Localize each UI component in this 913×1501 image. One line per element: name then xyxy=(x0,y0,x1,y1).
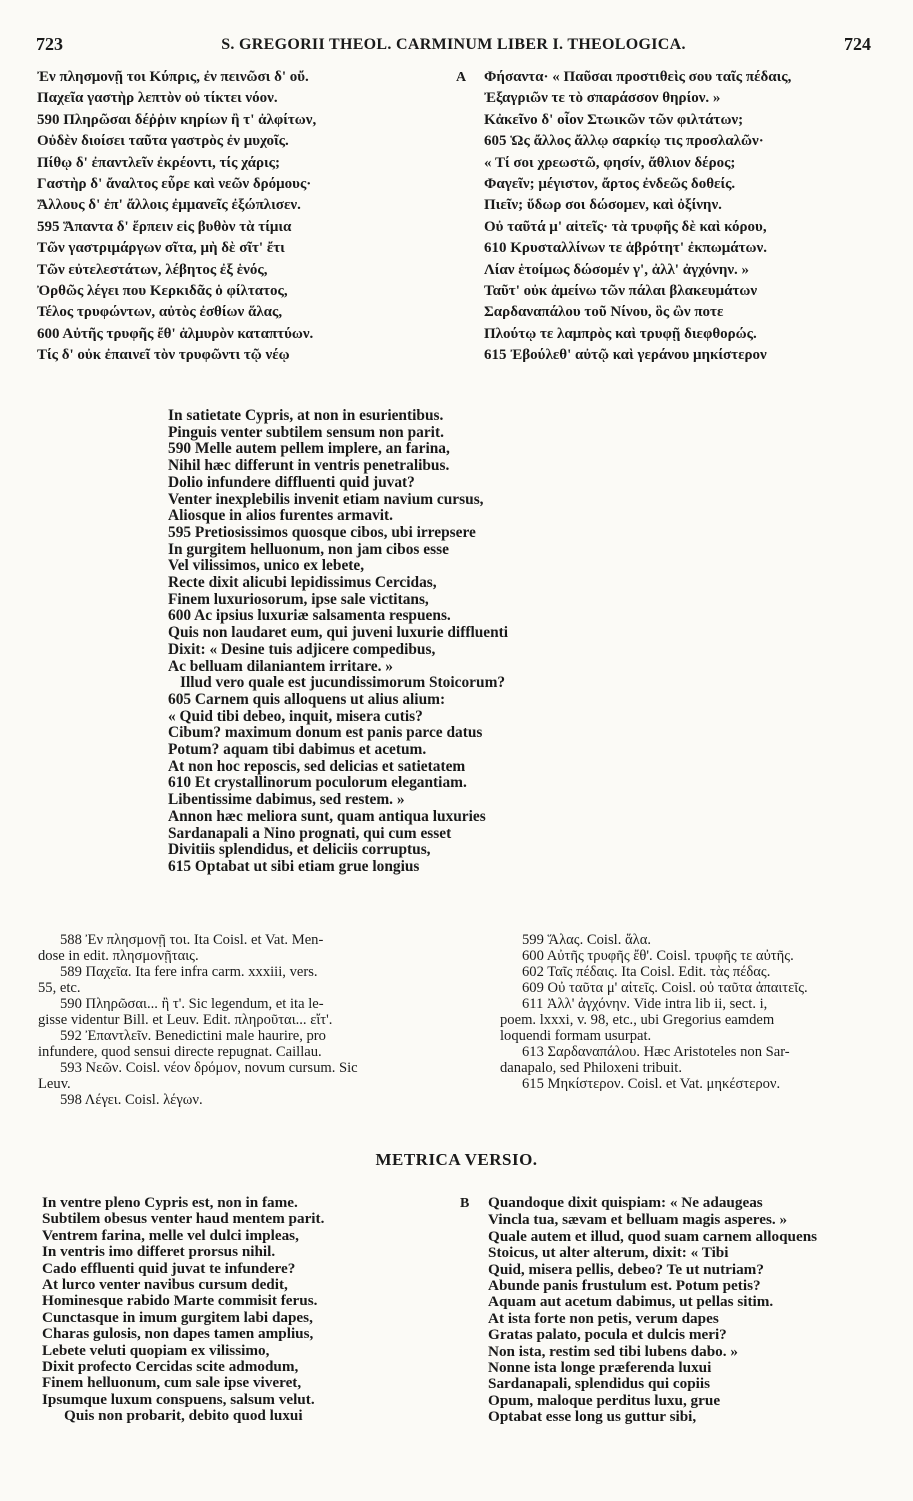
greek-verse-line xyxy=(456,260,791,281)
line-text: Charas gulosis, non dapes tamen amplius, xyxy=(42,1325,314,1343)
latin-verse-line xyxy=(460,1245,817,1261)
latin-verse-line xyxy=(460,1409,817,1425)
line-text: Οὐδὲν διοίσει ταῦτα γαστρὸς ἐν μυχοῖς. xyxy=(37,133,289,150)
line-text: Annon hæc meliora sunt, quam antiqua luxuries xyxy=(168,807,486,825)
line-text: In ventre pleno Cypris est, non in fame. xyxy=(42,1194,298,1211)
latin-verse-line xyxy=(460,1376,817,1392)
line-text: Vincla tua, sævam et belluam magis asperes. » xyxy=(488,1211,788,1229)
footnote-line xyxy=(500,1044,880,1060)
line-text: Ταῦτ' οὐκ ἀμείνω τῶν πάλαι βλακευμάτων xyxy=(484,283,758,300)
footnote-line xyxy=(38,980,453,996)
line-text: Φαγεῖν; μέγιστον, ἄρτος ἐνδεῶς δοθείς. xyxy=(484,176,736,193)
line-text: Quandoque dixit quispiam: « Ne adaugeas xyxy=(488,1194,763,1211)
line-text: Τέλος τρυφώντων, αὐτὸς ἐσθίων ἅλας, xyxy=(37,304,283,321)
latin-verse-line xyxy=(42,1277,324,1293)
line-text: In ventris imo differet prorsus nihil. xyxy=(42,1243,276,1261)
latin-verse-line xyxy=(460,1294,817,1310)
greek-verse-line xyxy=(456,174,791,195)
line-text: 589 Παχεῖα. Ita fere infra carm. xxxiii, vers. xyxy=(60,964,318,980)
latin-prose-line xyxy=(168,859,508,876)
latin-verse-line xyxy=(42,1228,324,1244)
line-text: Nihil hæc differunt in ventris penetralibus. xyxy=(168,457,450,475)
latin-verse-line xyxy=(460,1262,817,1278)
latin-prose-line xyxy=(168,625,508,642)
line-text: Τῶν γαστριμάργων σῖτα, μὴ δὲ σῖτ' ἔτι xyxy=(37,240,285,257)
greek-verse-line xyxy=(37,174,316,195)
greek-verse-line xyxy=(456,153,791,174)
page-number-right: 724 xyxy=(844,34,871,54)
footnote-line xyxy=(500,948,880,964)
line-text: Σαρδαναπάλου τοῦ Νίνου, ὃς ὢν ποτε xyxy=(484,304,724,321)
line-text: 615 Optabat ut sibi etiam grue longius xyxy=(168,857,420,875)
line-text: loquendi formam usurpat. xyxy=(500,1028,652,1044)
footnotes-right-column xyxy=(500,932,880,1092)
line-text: Pinguis venter subtilem sensum non parit. xyxy=(168,423,444,441)
line-text: Sardanapali, splendidus qui copiis xyxy=(488,1375,711,1393)
latin-prose-line xyxy=(168,592,508,609)
latin-verse-line xyxy=(460,1327,817,1343)
greek-verse-line xyxy=(37,345,316,366)
footnote-line xyxy=(500,1076,880,1092)
page-header xyxy=(36,34,871,56)
metrica-versio-heading: METRICA VERSIO. xyxy=(375,1150,538,1169)
line-text: Aliosque in alios furentes armavit. xyxy=(168,507,394,525)
line-text: 610 Et crystallinorum poculorum elegantiam. xyxy=(168,774,467,792)
footnote-line xyxy=(500,964,880,980)
footnote-line xyxy=(500,996,880,1012)
line-text: 590 Πληρῶσαι δέῤῥιν κηρίων ἢ τ' ἀλφίτων, xyxy=(37,111,317,128)
line-text: infundere, quod sensui directe repugnat. Caillau. xyxy=(38,1044,322,1060)
line-text: Lebete veluti quopiam ex vilissimo, xyxy=(42,1341,270,1359)
latin-prose-line xyxy=(168,842,508,859)
line-text: Ἐν πλησμονῇ τοι Κύπρις, ἐν πεινῶσι δ' οὔ. xyxy=(37,69,309,85)
line-text: 600 Αὐτῆς τρυφῆς ἔθ' ἁλμυρὸν καταπτύων. xyxy=(37,325,314,342)
latin-prose-line xyxy=(168,525,508,542)
latin-prose-line xyxy=(168,408,508,425)
latin-prose-line xyxy=(168,558,508,575)
greek-text-left-column xyxy=(37,67,316,367)
line-text: 611 Ἀλλ' ἀγχόνην. Vide intra lib ii, sect. i, xyxy=(522,996,768,1012)
line-text: Venter inexplebilis invenit etiam navium cursus, xyxy=(168,490,484,508)
greek-verse-line xyxy=(37,88,316,109)
line-text: Dolio infundere diffluenti quid juvat? xyxy=(168,473,415,491)
footnote-line xyxy=(38,964,453,980)
greek-verse-line xyxy=(37,67,316,88)
greek-verse-line xyxy=(456,281,791,302)
latin-verse-line xyxy=(42,1261,324,1277)
line-text: Ipsumque luxum conspuens, salsum velut. xyxy=(42,1390,315,1408)
line-text: Sardanapali a Nino prognati, qui cum esset xyxy=(168,824,452,842)
latin-prose-line xyxy=(168,608,508,625)
latin-prose-translation xyxy=(168,408,508,876)
line-text: Φήσαντα· « Παῦσαι προστιθεὶς σου ταῖς πέδαις, xyxy=(484,69,792,85)
line-text: Ἐξαγριῶν τε τὸ σπαράσσον θηρίον. » xyxy=(484,90,721,107)
line-text: 588 Ἐν πλησμονῇ τοι. Ita Coisl. et Vat. Men- xyxy=(60,932,324,948)
greek-verse-line xyxy=(37,110,316,131)
latin-verse-line xyxy=(460,1344,817,1360)
latin-verse-line xyxy=(42,1293,324,1309)
latin-verse-line xyxy=(42,1408,324,1424)
latin-prose-line xyxy=(168,458,508,475)
latin-prose-line xyxy=(168,692,508,709)
latin-prose-line xyxy=(168,542,508,559)
latin-prose-line xyxy=(168,659,508,676)
line-text: In satietate Cypris, at non in esurientibus. xyxy=(168,407,444,424)
greek-verse-line xyxy=(456,302,791,323)
latin-prose-line xyxy=(168,642,508,659)
greek-verse-line xyxy=(456,67,791,88)
latin-verse-line xyxy=(460,1278,817,1294)
line-text: Cibum? maximum donum est panis parce datus xyxy=(168,724,483,742)
footnote-line xyxy=(38,932,453,948)
latin-prose-line xyxy=(168,792,508,809)
footnote-line xyxy=(38,1028,453,1044)
line-text: 613 Σαρδαναπάλου. Hæc Aristoteles non Sar- xyxy=(522,1044,790,1060)
line-text: Nonne ista longe præferenda luxui xyxy=(488,1359,712,1377)
footnote-line xyxy=(38,1076,453,1092)
latin-prose-line xyxy=(168,759,508,776)
line-text: Οὐ ταῦτά μ' αἰτεῖς· τὰ τρυφῆς δὲ καὶ κόρου, xyxy=(484,218,767,235)
line-text: At lurco venter navibus cursum dedit, xyxy=(42,1276,288,1294)
line-text: Abunde panis frustulum est. Potum petis? xyxy=(488,1277,761,1295)
greek-verse-line xyxy=(456,88,791,109)
latin-prose-line xyxy=(168,441,508,458)
line-text: Πιεῖν; ὕδωρ σοι δώσομεν, καὶ ὀξίνην. xyxy=(484,197,722,214)
line-text: Subtilem obesus venter haud mentem parit. xyxy=(42,1210,325,1228)
line-text: Stoicus, ut alter alterum, dixit: « Tibi xyxy=(488,1244,729,1262)
line-text: Quale autem et illud, quod suam carnem alloquens xyxy=(488,1227,818,1245)
line-text: « Τί σοι χρεωστῶ, φησίν, ἄθλιον δέρος; xyxy=(484,154,736,171)
line-text: Leuv. xyxy=(38,1076,71,1092)
footnotes-left-column xyxy=(38,932,453,1108)
line-text: 590 Πληρῶσαι... ἢ τ'. Sic legendum, et ita le- xyxy=(60,996,324,1012)
footnote-line xyxy=(500,980,880,996)
latin-prose-line xyxy=(168,475,508,492)
line-text: « Quid tibi debeo, inquit, misera cutis? xyxy=(168,707,423,725)
line-text: 605 Ὡς ἄλλος ἄλλῳ σαρκίῳ τις προσλαλῶν· xyxy=(484,133,764,150)
latin-verse-line xyxy=(460,1229,817,1245)
latin-verse-line xyxy=(42,1195,324,1211)
line-text: Non ista, restim sed tibi lubens dabo. » xyxy=(488,1342,738,1360)
metrical-verse-right-column xyxy=(460,1195,817,1426)
line-text: Πλούτῳ τε λαμπρὸς καὶ τρυφῇ διεφθορώς. xyxy=(484,325,757,342)
footnote-line xyxy=(38,1092,453,1108)
line-text: Dixit: « Desine tuis adjicere compedibus, xyxy=(168,640,436,658)
line-text: 600 Ac ipsius luxuriæ salsamenta respuens. xyxy=(168,607,451,625)
line-text: danapalo, sed Philoxeni tribuit. xyxy=(500,1060,682,1076)
greek-verse-line xyxy=(37,238,316,259)
latin-verse-line xyxy=(42,1310,324,1326)
greek-verse-line xyxy=(37,131,316,152)
line-text: Optabat esse long us guttur sibi, xyxy=(488,1408,697,1426)
line-text: Ὀρθῶς λέγει που Κερκιδᾶς ὁ φίλτατος, xyxy=(37,283,288,300)
latin-verse-line xyxy=(460,1195,817,1212)
latin-prose-line xyxy=(168,675,508,692)
metrical-verse-left-column xyxy=(42,1195,324,1425)
line-text: 55, etc. xyxy=(38,980,81,996)
footnote-line xyxy=(38,948,453,964)
latin-verse-line xyxy=(460,1393,817,1409)
footnote-line xyxy=(38,1060,453,1076)
line-text: 605 Carnem quis alloquens ut alius alium: xyxy=(168,690,446,708)
latin-prose-line xyxy=(168,709,508,726)
latin-prose-line xyxy=(168,742,508,759)
line-text: In gurgitem helluonum, non jam cibos esse xyxy=(168,540,449,558)
line-text: Aquam aut acetum dabimus, ut pellas sitim. xyxy=(488,1293,774,1311)
running-title: S. GREGORII THEOL. CARMINUM LIBER I. THEOLOGICA. xyxy=(221,36,686,53)
footnote-line xyxy=(38,1044,453,1060)
footnote-line xyxy=(38,996,453,1012)
line-text: Quid, misera pellis, debeo? Te ut nutriam? xyxy=(488,1260,764,1278)
latin-verse-line xyxy=(460,1311,817,1327)
latin-verse-line xyxy=(460,1212,817,1228)
greek-verse-line xyxy=(456,131,791,152)
line-text: 598 Λέγει. Coisl. λέγων. xyxy=(60,1092,203,1108)
line-text: Hominesque rabido Marte commisit ferus. xyxy=(42,1292,318,1310)
line-text: 599 Ἅλας. Coisl. ἅλα. xyxy=(522,932,652,948)
line-text: 610 Κρυσταλλίνων τε ἁβρότητ' ἐκπωμάτων. xyxy=(484,240,767,257)
line-text: 602 Ταῖς πέδαις. Ita Coisl. Edit. τὰς πέδας. xyxy=(522,964,771,980)
line-text: 595 Pretiosissimos quosque cibos, ubi irrepsere xyxy=(168,523,476,541)
footnote-line xyxy=(500,1028,880,1044)
latin-verse-line xyxy=(42,1375,324,1391)
greek-verse-line xyxy=(37,324,316,345)
latin-prose-line xyxy=(168,508,508,525)
line-text: At ista forte non petis, verum dapes xyxy=(488,1309,719,1327)
footnote-line xyxy=(500,1060,880,1076)
footnote-line xyxy=(38,1012,453,1028)
line-text: Ac belluam dilaniantem irritare. » xyxy=(168,657,393,675)
latin-verse-line xyxy=(42,1359,324,1375)
line-text: Τίς δ' οὐκ ἐπαινεῖ τὸν τρυφῶντι τῷ νέῳ xyxy=(37,347,290,364)
line-text: Libentissime dabimus, sed restem. » xyxy=(168,791,405,809)
line-text: dose in edit. πλησμονῇταις. xyxy=(38,948,199,964)
line-text: 592 Ἐπαντλεῖν. Benedictini male haurire, pro xyxy=(60,1028,326,1044)
line-text: Opum, maloque perditus luxu, grue xyxy=(488,1391,721,1409)
greek-verse-line xyxy=(456,110,791,131)
latin-prose-line xyxy=(168,575,508,592)
line-text: 615 Μηκίστερον. Coisl. et Vat. μηκέστερον. xyxy=(522,1076,781,1092)
greek-verse-line xyxy=(456,238,791,259)
line-text: poem. lxxxi, v. 98, etc., ubi Gregorius eamdem xyxy=(500,1012,775,1028)
line-text: Potum? aquam tibi dabimus et acetum. xyxy=(168,741,427,759)
latin-verse-line xyxy=(42,1392,324,1408)
line-text: 609 Οὐ ταῦτα μ' αἰτεῖς. Coisl. οὐ ταῦτα ἀπαιτεῖς. xyxy=(522,980,808,996)
page-number-left: 723 xyxy=(36,34,63,54)
line-text: Divitiis splendidus, et deliciis corruptus, xyxy=(168,841,431,859)
greek-verse-line xyxy=(37,153,316,174)
greek-verse-line xyxy=(456,217,791,238)
greek-verse-line xyxy=(456,324,791,345)
footnote-line xyxy=(500,1012,880,1028)
greek-verse-line xyxy=(456,195,791,216)
latin-prose-line xyxy=(168,826,508,843)
greek-verse-line xyxy=(37,281,316,302)
line-text: Quis non probarit, debito quod luxui xyxy=(64,1407,303,1425)
line-text: Λίαν ἑτοίμως δώσομέν γ', ἀλλ' ἀγχόνην. » xyxy=(484,261,750,278)
line-text: Gratas palato, pocula et dulcis meri? xyxy=(488,1326,727,1344)
line-text: Παχεῖα γαστὴρ λεπτὸν οὐ τίκτει νόον. xyxy=(37,90,278,107)
line-text: Κἀκεῖνο δ' οἷον Στωικῶν τῶν φιλτάτων; xyxy=(484,111,744,128)
latin-prose-line xyxy=(168,809,508,826)
line-text: Vel vilissimos, unico ex lebete, xyxy=(168,557,365,575)
latin-prose-line xyxy=(168,775,508,792)
latin-verse-line xyxy=(42,1244,324,1260)
line-text: Ventrem farina, melle vel dulci impleas, xyxy=(42,1226,299,1244)
line-text: Finem luxuriosorum, ipse sale victitans, xyxy=(168,590,429,608)
line-text: Illud vero quale est jucundissimorum Stoicorum? xyxy=(180,674,506,692)
greek-verse-line xyxy=(37,302,316,323)
latin-verse-line xyxy=(460,1360,817,1376)
line-text: 600 Αὐτῆς τρυφῆς ἔθ'. Coisl. τρυφῆς τε αὐτῆς. xyxy=(522,948,794,964)
line-text: Πίθῳ δ' ἐπαντλεῖν ἐκρέοντι, τίς χάρις; xyxy=(37,154,281,171)
latin-prose-line xyxy=(168,725,508,742)
greek-verse-line xyxy=(456,345,791,366)
greek-verse-line xyxy=(37,217,316,238)
line-text: Finem helluonum, cum sale ipse viveret, xyxy=(42,1374,302,1392)
line-text: Dixit profecto Cercidas scite admodum, xyxy=(42,1358,299,1376)
line-text: Cunctasque in imum gurgitem labi dapes, xyxy=(42,1308,313,1326)
line-text: Quis non laudaret eum, qui juveni luxurie diffluenti xyxy=(168,624,509,642)
line-text: Recte dixit alicubi lepidissimus Cercidas, xyxy=(168,574,437,592)
line-text: Cado effluenti quid juvat te infundere? xyxy=(42,1259,296,1277)
latin-verse-line xyxy=(42,1343,324,1359)
column-marker: B xyxy=(460,1196,470,1211)
greek-verse-line xyxy=(37,195,316,216)
line-text: 590 Melle autem pellem implere, an farina, xyxy=(168,440,450,458)
latin-prose-line xyxy=(168,492,508,509)
column-marker: A xyxy=(456,70,467,85)
greek-text-right-column xyxy=(456,67,791,367)
latin-verse-line xyxy=(42,1211,324,1227)
latin-verse-line xyxy=(42,1326,324,1342)
line-text: 615 Ἐβούλεθ' αὐτῷ καὶ γεράνου μηκίστερον xyxy=(484,347,767,364)
line-text: Ἄλλους δ' ἐπ' ἄλλοις ἐμμανεῖς ἐξώπλισεν. xyxy=(37,197,301,214)
line-text: 593 Νεῶν. Coisl. νέον δρόμον, novum cursum. Sic xyxy=(60,1060,358,1076)
line-text: gisse videntur Bill. et Leuv. Edit. πληροῦται... εἴτ'. xyxy=(38,1012,333,1028)
footnote-line xyxy=(500,932,880,948)
line-text: Γαστὴρ δ' ἄναλτος εὗρε καὶ νεῶν δρόμους· xyxy=(37,176,312,193)
line-text: 595 Ἅπαντα δ' ἕρπειν εἰς βυθὸν τὰ τίμια xyxy=(37,218,292,235)
line-text: At non hoc reposcis, sed delicias et satietatem xyxy=(168,757,466,775)
latin-prose-line xyxy=(168,425,508,442)
line-text: Τῶν εὐτελεστάτων, λέβητος ἐξ ἑνός, xyxy=(37,261,268,278)
greek-verse-line xyxy=(37,260,316,281)
